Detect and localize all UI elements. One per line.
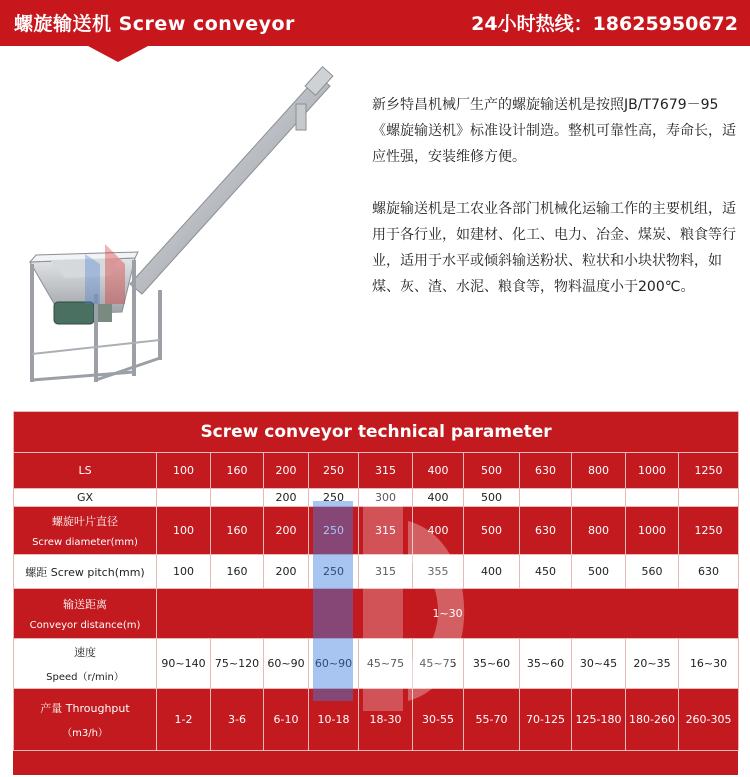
row-label: LS	[14, 453, 157, 489]
table-cell: 3-6	[211, 689, 264, 751]
row-label-cn: 产量 Throughput	[40, 702, 130, 715]
table-row-screw-diameter	[14, 507, 739, 555]
screw-conveyor-photo	[10, 64, 350, 394]
table-row-screw-pitch	[14, 555, 739, 589]
table-cell: 30~45	[572, 639, 626, 689]
table-cell: 75~120	[211, 639, 264, 689]
table-cell: 200	[264, 453, 309, 489]
table-cell: 500	[572, 555, 626, 589]
row-label	[14, 507, 157, 555]
row-label	[14, 589, 157, 639]
row-label-cn: 速度	[74, 646, 96, 659]
table-cell	[572, 489, 626, 507]
table-cell: 355	[413, 555, 464, 589]
description-paragraph-1: 新乡特昌机械厂生产的螺旋输送机是按照JB/T7679－95《螺旋输送机》标准设计制造。整机可靠性高，寿命长，适应性强，安装维修方便。	[372, 97, 736, 165]
table-cell: 35~60	[520, 639, 572, 689]
table-cell: 400	[413, 453, 464, 489]
header-notch	[88, 46, 148, 62]
parameter-table	[13, 411, 739, 751]
table-cell: 300	[359, 489, 413, 507]
product-description	[372, 92, 744, 326]
table-cell: 160	[211, 555, 264, 589]
row-label	[14, 639, 157, 689]
table-cell: 70-125	[520, 689, 572, 751]
table-row-gx	[14, 489, 739, 507]
table-cell: 90~140	[157, 639, 211, 689]
table-cell: 250	[309, 453, 359, 489]
table-cell: 18-30	[359, 689, 413, 751]
table-row-conveyor-distance	[14, 589, 739, 639]
table-cell	[157, 489, 211, 507]
row-label-en: Screw diameter(mm)	[32, 537, 138, 548]
table-cell: 45~75	[413, 639, 464, 689]
table-cell: 400	[464, 555, 520, 589]
table-cell	[211, 489, 264, 507]
row-label-cn: 螺旋叶片直径	[52, 515, 118, 528]
table-cell: 60~90	[309, 639, 359, 689]
table-cell: 450	[520, 555, 572, 589]
table-cell	[520, 489, 572, 507]
table-cell: 500	[464, 507, 520, 555]
table-cell: 160	[211, 453, 264, 489]
table-cell: 45~75	[359, 639, 413, 689]
table-cell: 35~60	[464, 639, 520, 689]
table-cell-span: 1~30	[157, 589, 739, 639]
table-cell: 315	[359, 453, 413, 489]
row-label-en: （m3/h）	[62, 728, 108, 739]
table-cell: 20~35	[626, 639, 679, 689]
table-cell: 800	[572, 453, 626, 489]
description-paragraph-2: 螺旋输送机是工农业各部门机械化运输工作的主要机组，适用于各行业，如建材、化工、电力、冶金、煤炭、粮食等行业，适用于水平或倾斜输送粉状、粒状和小块状物料，如煤、灰、渣、水泥、粮食等，物料温度小于200℃。	[372, 201, 736, 295]
table-cell: 180-260	[626, 689, 679, 751]
table-cell: 100	[157, 555, 211, 589]
table-cell: 315	[359, 507, 413, 555]
table-cell: 630	[520, 453, 572, 489]
table-cell: 16~30	[679, 639, 739, 689]
table-cell	[679, 489, 739, 507]
table-cell: 800	[572, 507, 626, 555]
table-cell: 260-305	[679, 689, 739, 751]
table-cell	[626, 489, 679, 507]
table-cell: 1000	[626, 453, 679, 489]
row-label	[14, 689, 157, 751]
table-cell: 200	[264, 489, 309, 507]
row-label: 螺距 Screw pitch(mm)	[14, 555, 157, 589]
table-cell: 250	[309, 489, 359, 507]
table-cell: 1000	[626, 507, 679, 555]
table-cell: 400	[413, 489, 464, 507]
table-cell: 30-55	[413, 689, 464, 751]
table-cell: 630	[520, 507, 572, 555]
table-cell: 250	[309, 555, 359, 589]
table-cell: 10-18	[309, 689, 359, 751]
table-cell: 315	[359, 555, 413, 589]
row-label-cn: 输送距离	[63, 598, 107, 611]
table-cell: 500	[464, 453, 520, 489]
row-label-en: Conveyor distance(m)	[29, 620, 141, 631]
hotline: 24小时热线：18625950672	[471, 13, 738, 35]
page-title: 螺旋输送机 Screw conveyor	[14, 13, 295, 35]
table-cell: 630	[679, 555, 739, 589]
row-label: GX	[14, 489, 157, 507]
row-label-en: Speed（r/min）	[46, 672, 124, 683]
table-row-ls	[14, 453, 739, 489]
table-cell: 125-180	[572, 689, 626, 751]
table-cell: 6-10	[264, 689, 309, 751]
header-bar	[0, 0, 750, 46]
table-cell: 200	[264, 555, 309, 589]
table-cell: 200	[264, 507, 309, 555]
parameter-table-container	[13, 411, 738, 775]
table-cell: 560	[626, 555, 679, 589]
table-caption: Screw conveyor technical parameter	[14, 412, 739, 453]
table-cell: 250	[309, 507, 359, 555]
table-row-speed	[14, 639, 739, 689]
table-cell: 100	[157, 453, 211, 489]
table-cell: 500	[464, 489, 520, 507]
table-cell: 1250	[679, 507, 739, 555]
table-cell: 100	[157, 507, 211, 555]
table-row-throughput	[14, 689, 739, 751]
table-cell: 60~90	[264, 639, 309, 689]
table-cell: 1250	[679, 453, 739, 489]
table-cell: 400	[413, 507, 464, 555]
table-cell: 1-2	[157, 689, 211, 751]
table-cell: 160	[211, 507, 264, 555]
table-cell: 55-70	[464, 689, 520, 751]
